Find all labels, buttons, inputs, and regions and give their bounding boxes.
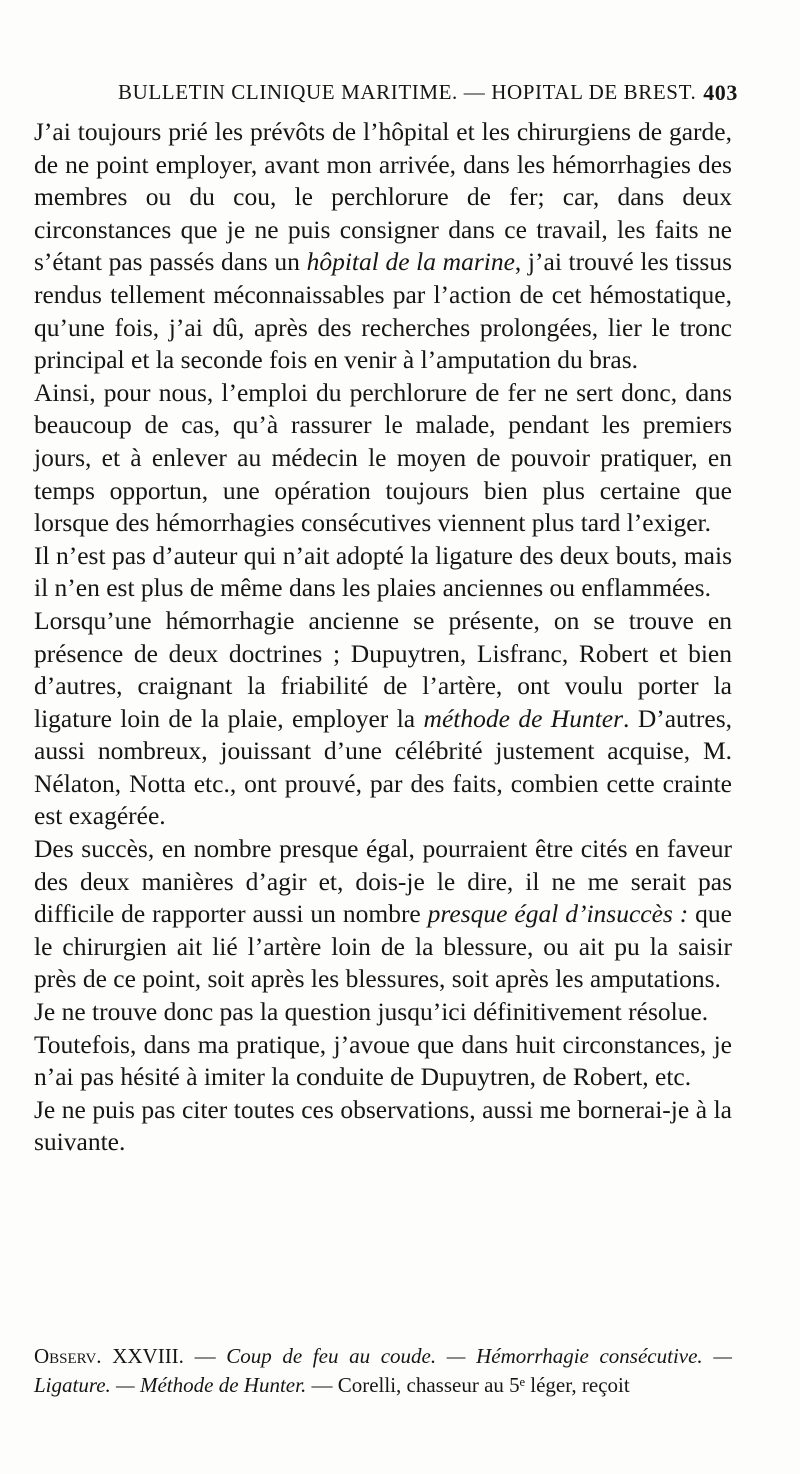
paragraph: Je ne trouve donc pas la question jusqu’ici définitivement résolue. xyxy=(34,997,709,1027)
observation-line xyxy=(34,1342,732,1400)
running-header xyxy=(118,80,738,116)
observation-heading xyxy=(34,1342,732,1400)
observation-text: — Corelli, chasseur au 5ᵉ léger, reçoit xyxy=(306,1373,630,1397)
paragraph: Il n’est pas d’auteur qui n’ait adopté la ligature des deux bouts, mais il n’en est plus de même dans les plaies anciennes ou enflammées. xyxy=(34,540,732,603)
body-text xyxy=(34,116,732,1159)
page-number: 403 xyxy=(703,80,738,105)
paragraph: Toutefois, dans ma pratique, j’avoue que dans huit circonstances, je n’ai pas hésité à imiter la conduite de Dupuytren, de Robert, etc. xyxy=(34,1029,732,1092)
paragraph: Je ne puis pas citer toutes ces observations, aussi me bornerai-je à la suivante. xyxy=(34,1094,732,1157)
observation-label: Observ. XXVIII. — xyxy=(34,1344,227,1368)
paragraph: Des succès, en nombre presque égal, pourraient être cités en faveur des deux manières d’agir et, dois-je le dire, il ne me serait pas difficile de rapporter aussi un nombre presque égal d’insuccès : que le chirurgien ait lié l’artère loin de la blessure, ou ait pu la saisir près de ce point, soit après les blessures, soit après les amputations. xyxy=(34,834,732,994)
paragraph: Ainsi, pour nous, l’emploi du perchlorure de fer ne sert donc, dans beaucoup de cas, qu’à rassurer le malade, pendant les premiers jours, et à enlever au médecin le moyen de pouvoir pratiquer, en temps opportun, une opération toujours bien plus certaine que lorsque des hémorrhagies consécutives viennent plus tard l’exiger. xyxy=(34,377,732,538)
paragraph: Lorsqu’une hémorrhagie ancienne se présente, on se trouve en présence de deux doctrines ; Dupuytren, Lisfranc, Robert et bien d’autres, craignant la friabilité de l’artère, ont voulu porter la ligature loin de la plaie, employer la méthode de Hunter. D’autres, aussi nombreux, jouissant d’une célébrité justement acquise, M. Nélaton, Notta etc., ont prouvé, par des faits, combien cette crainte est exagérée. xyxy=(34,605,732,831)
observation-title: Coup de feu au coude. — Hémorrhagie consécutive. — Ligature. — Méthode de Hunter. xyxy=(34,1344,732,1397)
paragraph: J’ai toujours prié les prévôts de l’hôpital et les chirurgiens de garde, de ne point employer, avant mon arrivée, dans les hémorrhagies des membres ou du cou, le perchlorure de fer; car, dans deux circonstances que je ne puis consigner dans ce travail, les faits ne s’étant pas passés dans un hôpital de la marine, j’ai trouvé les tissus rendus tellement méconnaissables par l’action de cet hémostatique, qu’une fois, j’ai dû, après des recherches prolongées, lier le tronc principal et la seconde fois en venir à l’amputation du bras. xyxy=(34,117,732,375)
running-title: BULLETIN CLINIQUE MARITIME. — HOPITAL DE BREST. xyxy=(118,80,697,104)
